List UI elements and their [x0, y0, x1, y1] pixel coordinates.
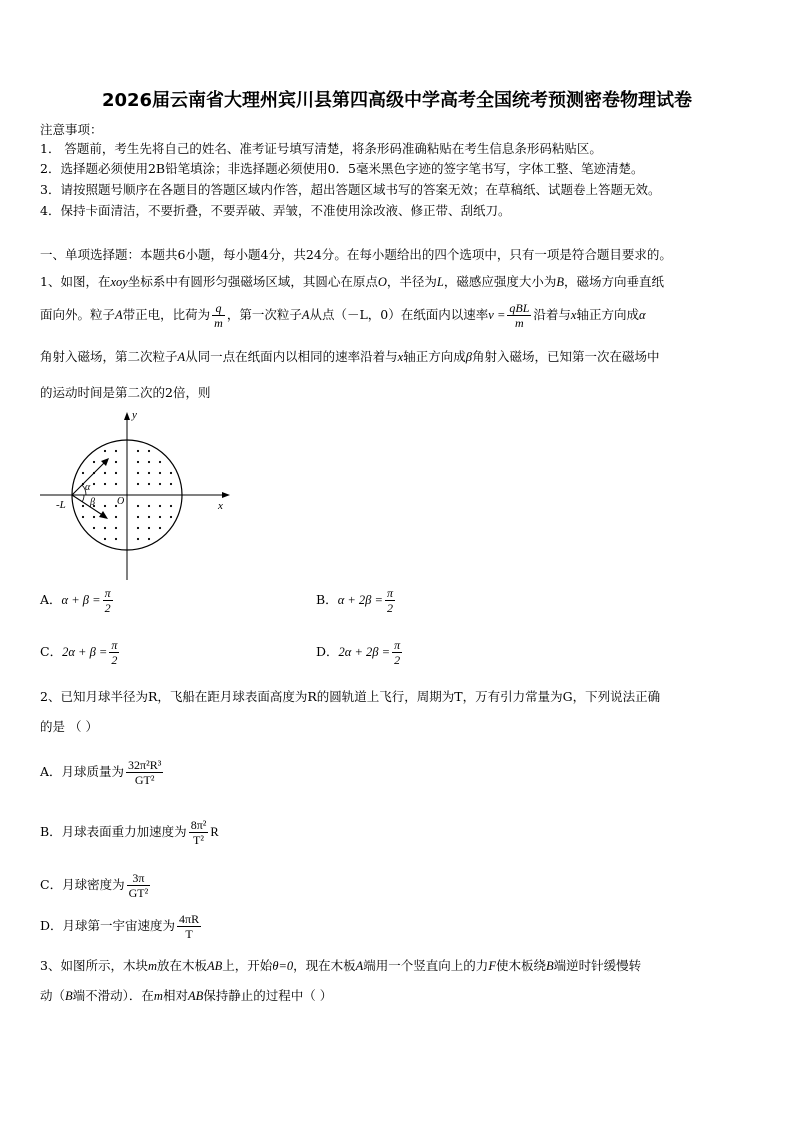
velocity-fraction: $\frac{\text{qBL}}{m}$	[509, 301, 530, 330]
field-dot	[115, 527, 117, 529]
field-dot	[148, 450, 150, 452]
charge-mass-ratio: $\frac{q}{m}$	[214, 301, 223, 330]
beta-angle-arc	[82, 495, 84, 502]
field-dot	[93, 527, 95, 529]
beta-label: β	[90, 497, 95, 508]
field-dot	[115, 450, 117, 452]
field-dot	[148, 472, 150, 474]
field-dot	[82, 505, 84, 507]
field-dot	[159, 527, 161, 529]
field-dot	[170, 505, 172, 507]
field-dot	[104, 472, 106, 474]
notice-item-1: 1． 答题前，考生先将自己的姓名、准考证号填写清楚，将条形码准确粘贴在考生信息条形码粘贴区。	[40, 141, 602, 156]
field-dot	[170, 472, 172, 474]
field-dot	[159, 483, 161, 485]
field-dot	[104, 538, 106, 540]
magnetic-field-figure	[38, 404, 238, 584]
q2-line-2: 的是 （ ）	[40, 719, 98, 734]
field-dot	[170, 516, 172, 518]
field-dot	[115, 472, 117, 474]
field-dot	[137, 505, 139, 507]
notice-item-4: 4．保持卡面清洁，不要折叠，不要弄破、弄皱，不准使用涂改液、修正带、刮纸刀。	[40, 203, 511, 218]
field-dot	[104, 505, 106, 507]
field-dot	[137, 516, 139, 518]
field-dot	[137, 527, 139, 529]
q3-line-1: 3、如图所示，木块m放在木板AB上，开始θ=0，现在木板A端用一个竖直向上的力F使木板绕B端逆时针缓慢转	[40, 958, 642, 973]
y-axis-arrow-icon	[124, 412, 130, 420]
field-dot	[115, 516, 117, 518]
field-dot	[159, 461, 161, 463]
field-dot	[159, 516, 161, 518]
q2-option-a[interactable]: A．月球质量为 $\frac{\text{32π²R³}}{\text{GT²}}$	[40, 758, 162, 787]
q1-option-c[interactable]: C．2α + β = $\frac{\pi}{2}$	[40, 638, 118, 667]
field-dot	[93, 461, 95, 463]
field-dot	[104, 450, 106, 452]
field-dot	[137, 450, 139, 452]
q2-option-b[interactable]: B．月球表面重力加速度为 $\frac{\text{8π²}}{\text{T²}}$ R	[40, 818, 219, 847]
field-dot	[137, 483, 139, 485]
q1-option-d[interactable]: D．2α + 2β = $\frac{\pi}{2}$	[316, 638, 401, 667]
field-dot	[104, 483, 106, 485]
field-dot	[148, 483, 150, 485]
notice-item-3: 3．请按照题号顺序在各题目的答题区域内作答，超出答题区域书写的答案无效；在草稿纸、试题卷上答题无效。	[40, 182, 661, 197]
q2-line-1: 2、已知月球半径为R，飞船在距月球表面高度为R的圆轨道上飞行，周期为T，万有引力常量为G，下列说法正确	[40, 689, 661, 704]
q1-option-b[interactable]: B．α + 2β = $\frac{\pi}{2}$	[316, 586, 393, 615]
x-axis-arrow-icon	[222, 492, 230, 498]
field-dot	[148, 461, 150, 463]
field-dot	[148, 505, 150, 507]
beta-arrow-icon	[99, 511, 108, 519]
field-dot	[170, 483, 172, 485]
notice-heading: 注意事项：	[40, 122, 103, 137]
alpha-label: α	[85, 482, 91, 493]
field-dot	[115, 461, 117, 463]
field-dot	[137, 538, 139, 540]
beta-velocity-vector	[72, 495, 104, 516]
x-axis-label: x	[218, 500, 223, 512]
field-dot	[93, 516, 95, 518]
page-title: 2026届云南省大理州宾川县第四高级中学高考全国统考预测密卷物理试卷	[101, 90, 693, 111]
q1-option-a[interactable]: A．α + β = $\frac{\pi}{2}$	[40, 586, 111, 615]
field-dot	[148, 527, 150, 529]
y-axis-label: y	[132, 409, 137, 421]
field-dot	[159, 472, 161, 474]
field-dot	[104, 527, 106, 529]
negative-l-label: -L	[56, 499, 66, 511]
q1-line-2: 面向外。粒子A带正电，比荷为 $\frac{q}{m}$ ，第一次粒子A从点（－L，0）在纸面内以速率v = $\frac{\text{qBL}}{m}$ 沿着与x轴正方向成α	[40, 301, 646, 330]
q1-line-4: 的运动时间是第二次的2倍，则	[40, 385, 211, 400]
field-dot	[137, 461, 139, 463]
field-dot	[159, 505, 161, 507]
field-dot	[82, 516, 84, 518]
q1-line-3: 角射入磁场，第二次粒子A从同一点在纸面内以相同的速率沿着与x轴正方向成β角射入磁场，已知第一次在磁场中	[40, 349, 660, 364]
field-dot	[93, 483, 95, 485]
field-dot	[148, 516, 150, 518]
field-dot	[82, 472, 84, 474]
q2-option-c[interactable]: C．月球密度为 $\frac{3\pi}{\text{GT²}}$	[40, 871, 149, 900]
field-dot	[115, 483, 117, 485]
section-heading: 一、单项选择题：本题共6小题，每小题4分，共24分。在每小题给出的四个选项中，只有一项是符合题目要求的。	[40, 247, 672, 262]
field-dot	[137, 472, 139, 474]
field-dot	[115, 538, 117, 540]
q2-option-d[interactable]: D．月球第一宇宙速度为 $\frac{4\pi R}{T}$	[40, 912, 200, 941]
notice-item-2: 2．选择题必须使用2B铅笔填涂；非选择题必须使用0．5毫米黑色字迹的签字笔书写，字体工整、笔迹清楚。	[40, 161, 644, 176]
q1-line-1: 1、如图，在xoy坐标系中有圆形匀强磁场区域，其圆心在原点O，半径为L，磁感应强度大小为B，磁场方向垂直纸	[40, 274, 664, 289]
field-dot	[148, 538, 150, 540]
origin-label: O	[117, 496, 125, 507]
q3-line-2: 动（B端不滑动）．在m相对AB保持静止的过程中（ ）	[40, 988, 333, 1003]
